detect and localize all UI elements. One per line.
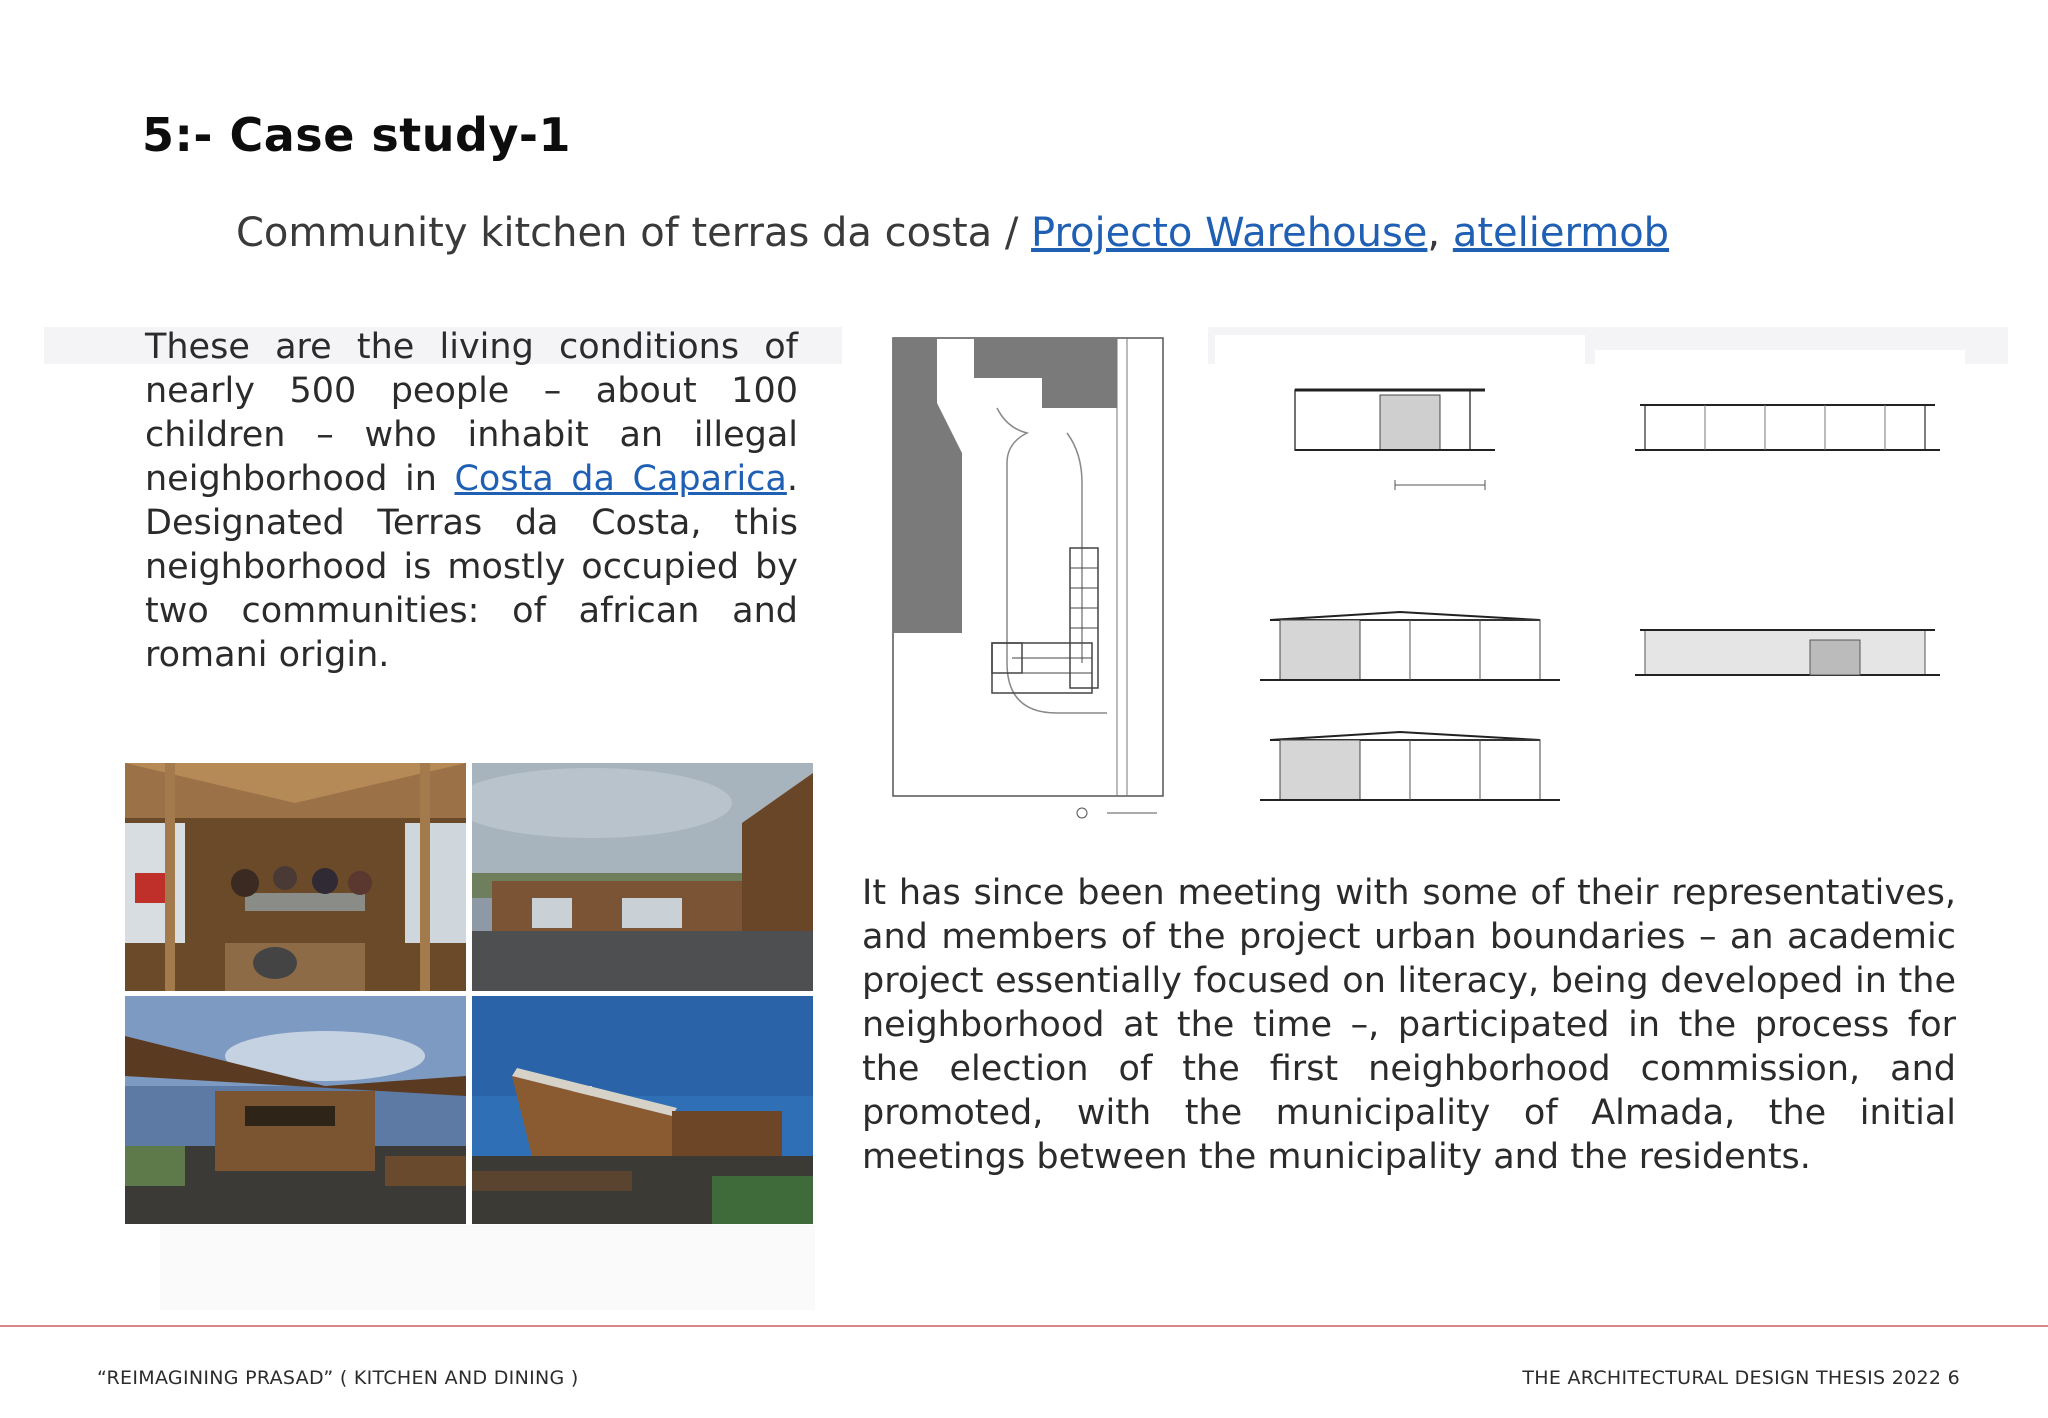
subtitle-separator: ,: [1427, 210, 1453, 256]
section-drawing-1: [1240, 600, 1570, 700]
elevation-drawing-1: [1215, 335, 1585, 515]
subtitle-text: Community kitchen of terras da costa /: [236, 210, 1032, 256]
roof-structure-photo: [472, 996, 813, 1224]
body-paragraph: It has since been meeting with some of their representatives, and members of the project urban boundaries – an academic project essentially focused on literacy, being developed in the neighborhood at the time –, participated in the process for the election of the first neighborhood commission, and promoted, with the municipality of Almada, the initial meetings between the municipality and the residents.: [862, 873, 1956, 1177]
section-drawing-2: [1620, 610, 1960, 690]
case-study-subtitle: [236, 210, 1669, 256]
interior-dining-photo: [125, 763, 466, 991]
ateliermob-link[interactable]: ateliermob: [1452, 210, 1670, 256]
footer-thesis-page: THE ARCHITECTURAL DESIGN THESIS 2022 6: [1522, 1367, 1960, 1389]
elevation-drawing-2: [1595, 350, 1965, 480]
side-view-photo: [125, 996, 466, 1224]
costa-da-caparica-link[interactable]: Costa da Caparica: [454, 459, 787, 499]
projecto-warehouse-link[interactable]: Projecto Warehouse: [1031, 210, 1428, 256]
intro-text-before: These are the living conditions of nearly 500 people – about 100 children – who inhabit an illegal neighborhood in: [145, 327, 798, 499]
footer-project-title: “REIMAGINING PRASAD” ( KITCHEN AND DINING ): [97, 1367, 579, 1389]
section-drawing-3: [1240, 720, 1570, 820]
site-plan-drawing: [882, 333, 1172, 823]
intro-paragraph: [145, 325, 798, 677]
exterior-courtyard-photo: [472, 763, 813, 991]
footer-rule: [0, 1325, 2048, 1327]
intro-text-after: . Designated Terras da Costa, this neighborhood is mostly occupied by two communities: of african and romani origin.: [145, 459, 798, 675]
photo-shadow-area: [160, 1225, 815, 1310]
slide-title: 5:- Case study-1: [142, 108, 572, 162]
